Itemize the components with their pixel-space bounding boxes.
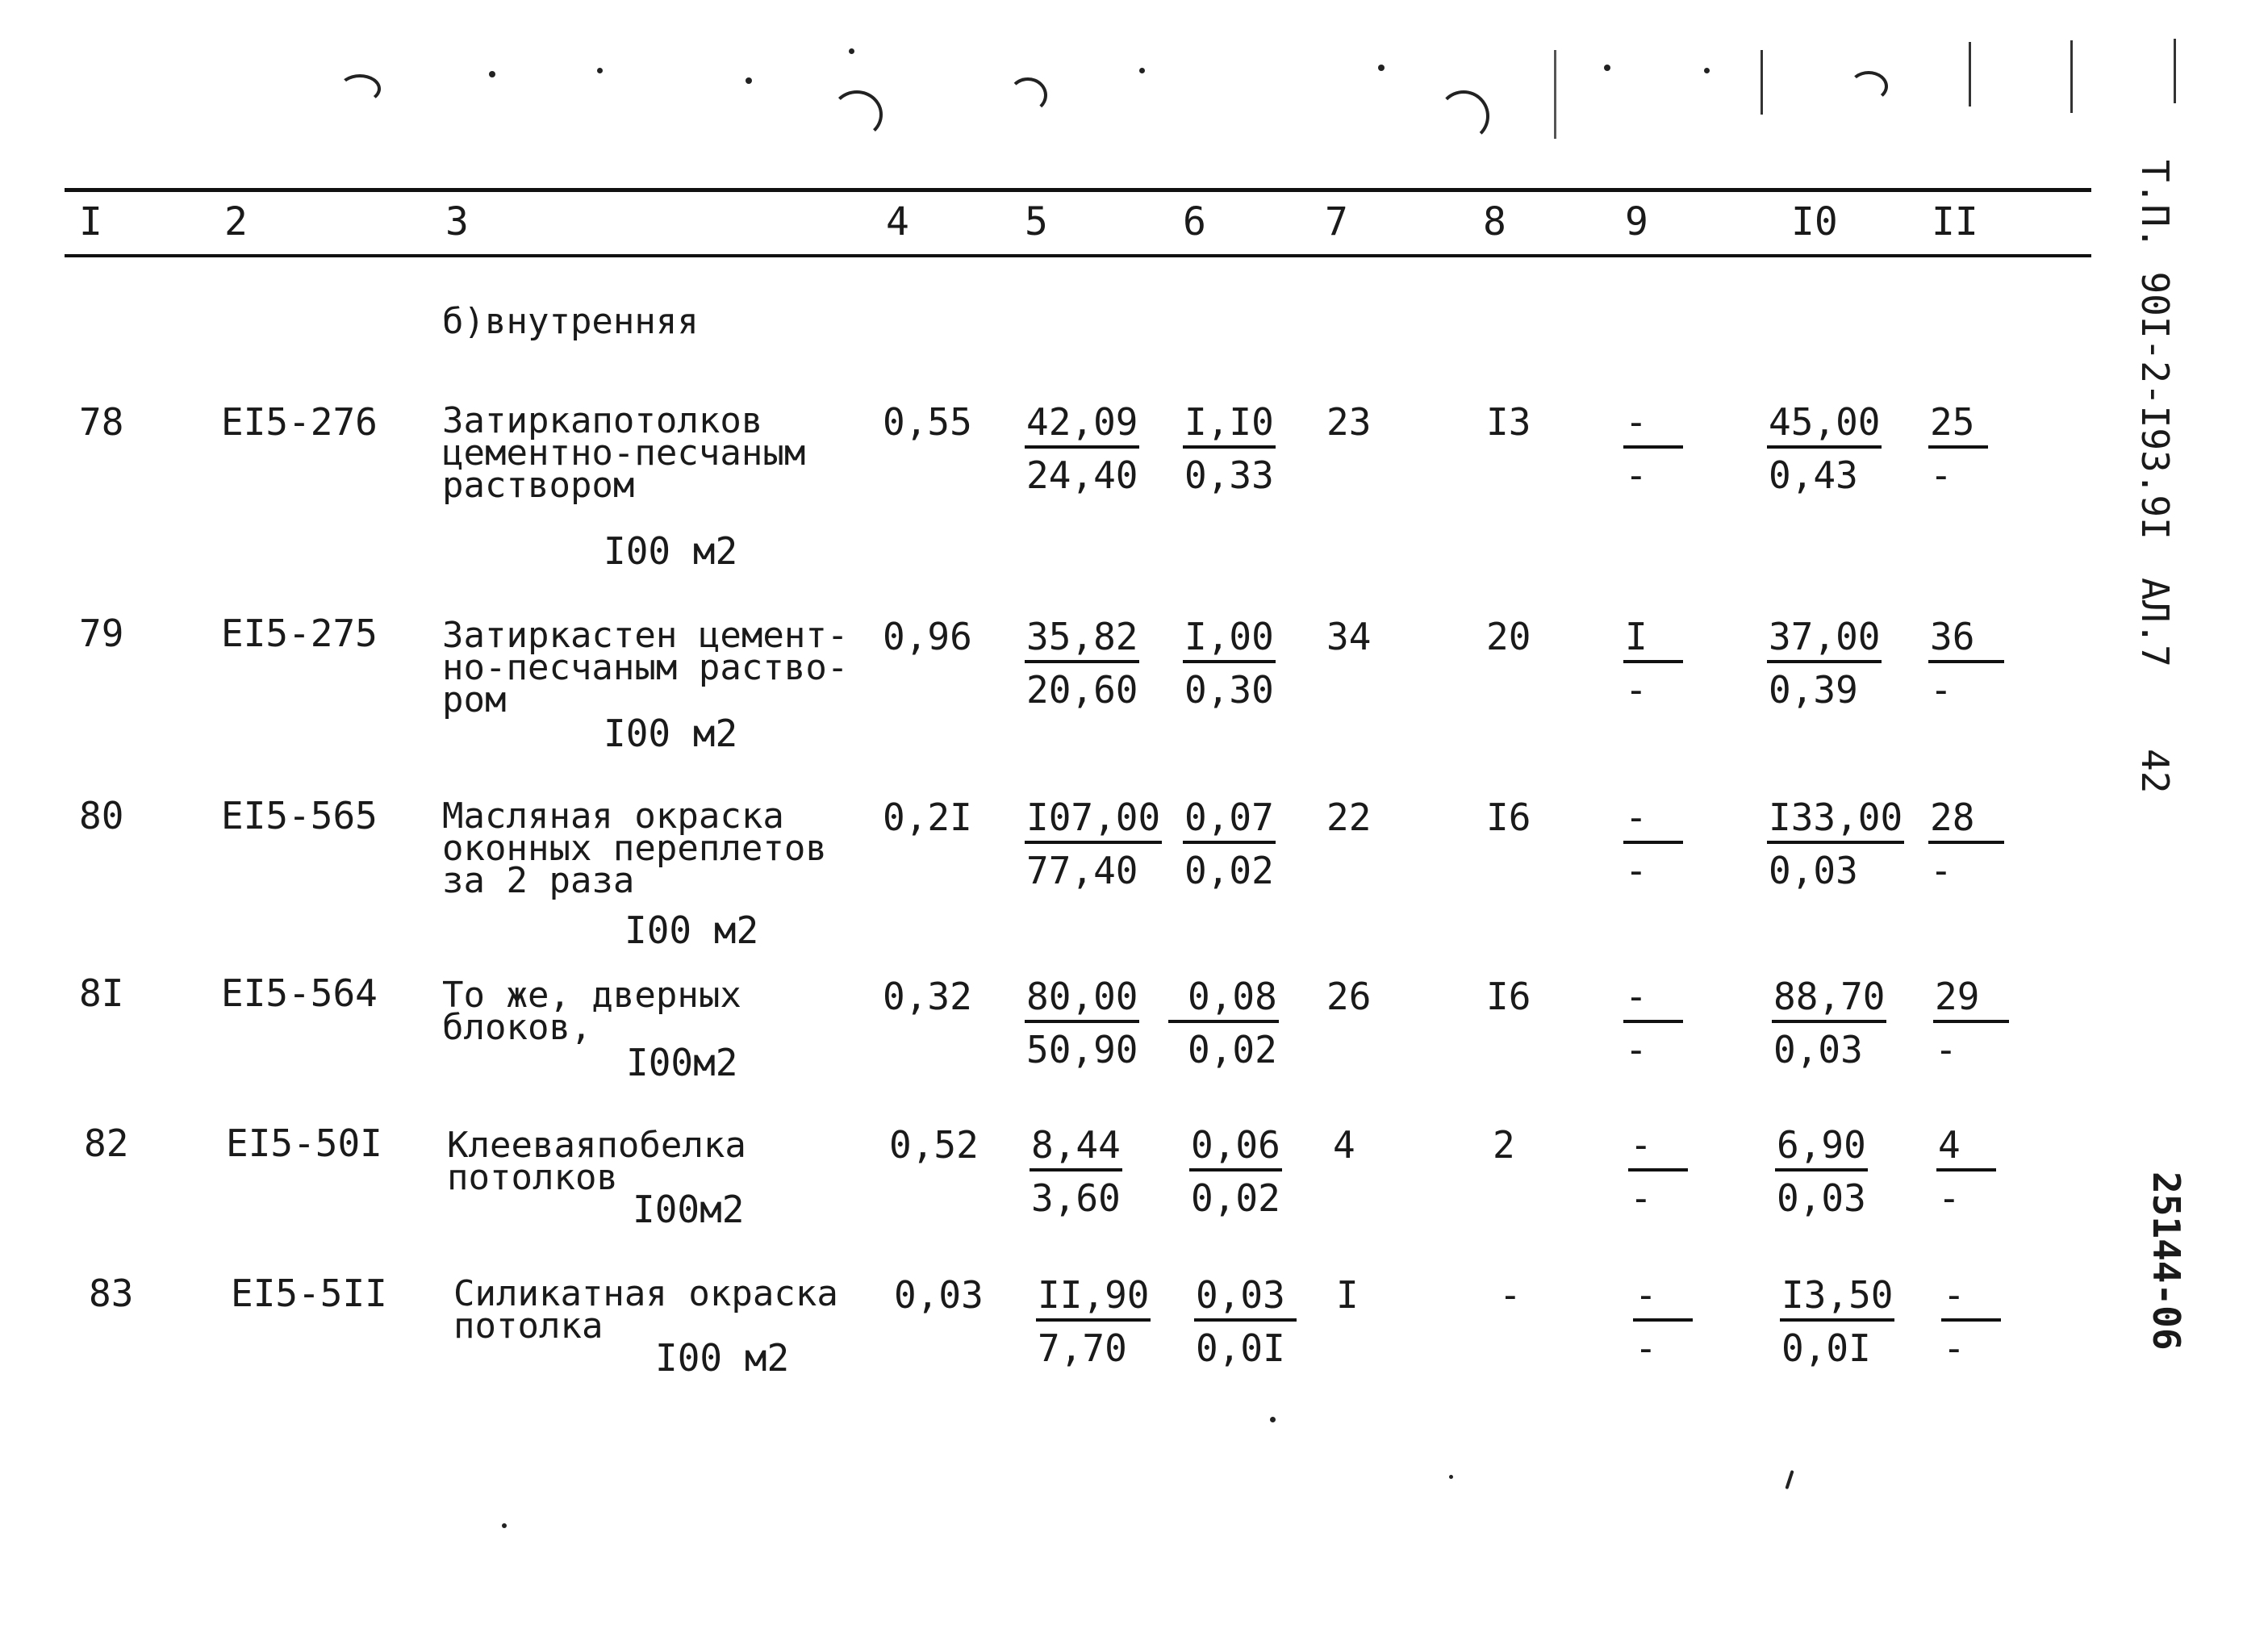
col6-denominator: 0,0I: [1196, 1326, 1285, 1370]
row-col6: [1183, 796, 1276, 892]
col6-denominator: 0,33: [1184, 453, 1274, 497]
row-col11: [1928, 400, 1988, 497]
col11-numerator: 29: [1933, 978, 2009, 1023]
col5-denominator: 24,40: [1026, 453, 1138, 497]
col9-denominator: -: [1625, 668, 1648, 712]
col11-denominator: -: [1935, 1028, 1957, 1071]
col11-denominator: -: [1930, 849, 1953, 892]
scan-mark: [1438, 90, 1489, 142]
row-col7: I: [1336, 1273, 1359, 1317]
row-col4: 0,52: [889, 1123, 979, 1167]
scan-speck: [502, 1523, 507, 1528]
col11-denominator: -: [1930, 668, 1953, 712]
header-col-11: II: [1932, 199, 1978, 244]
row-col5: [1025, 615, 1139, 712]
col9-denominator: -: [1625, 453, 1648, 497]
col9-denominator: -: [1625, 1028, 1648, 1071]
row-col5: [1025, 975, 1139, 1071]
col9-denominator: -: [1635, 1326, 1657, 1370]
col6-numerator: 0,08: [1168, 978, 1279, 1023]
row-col9: [1623, 615, 1683, 712]
col10-numerator: I33,00: [1767, 799, 1904, 844]
col10-denominator: 0,03: [1769, 849, 1858, 892]
scan-speck: [746, 77, 752, 84]
col11-numerator: -: [1941, 1276, 2001, 1322]
row-col5: [1036, 1273, 1151, 1370]
col6-denominator: 0,30: [1184, 668, 1274, 712]
scan-speck: [1785, 1470, 1794, 1489]
row-number: 78: [79, 400, 124, 444]
row-description: Силикатная окраска потолка: [453, 1273, 838, 1347]
row-col7: 26: [1326, 975, 1372, 1018]
row-col4: 0,32: [883, 975, 972, 1018]
header-col-10: I0: [1791, 199, 1838, 244]
side-archive-code: 25144-06: [2145, 1172, 2188, 1351]
row-col7: 34: [1326, 615, 1372, 658]
row-description: Клееваяпобелка потолков: [447, 1125, 746, 1198]
col10-numerator: 6,90: [1775, 1126, 1868, 1172]
scan-speck: [1270, 1417, 1276, 1422]
row-col10: [1767, 615, 1882, 712]
row-col6: [1168, 975, 1279, 1071]
row-col6: [1189, 1123, 1282, 1220]
col5-numerator: 35,82: [1025, 618, 1139, 663]
col5-denominator: 50,90: [1026, 1028, 1138, 1071]
col11-denominator: -: [1943, 1326, 1965, 1370]
scan-speck: [849, 48, 854, 54]
row-number: 83: [89, 1272, 134, 1315]
header-col-3: 3: [445, 199, 469, 244]
scan-speck: [1139, 68, 1145, 73]
row-code: EI5-565: [221, 794, 378, 837]
row-unit: I00м2: [633, 1188, 745, 1231]
col6-denominator: 0,02: [1191, 1176, 1280, 1220]
row-col10: [1767, 400, 1882, 497]
row-col10: [1767, 796, 1904, 892]
col9-numerator: -: [1633, 1276, 1693, 1322]
col11-numerator: 25: [1928, 403, 1988, 449]
row-description: То же, дверных блоков,: [442, 975, 741, 1048]
col5-denominator: 77,40: [1026, 849, 1138, 892]
row-col8: -: [1499, 1273, 1522, 1317]
col5-numerator: 42,09: [1025, 403, 1139, 449]
table-top-rule: [65, 188, 2091, 192]
col10-denominator: 0,39: [1769, 668, 1858, 712]
col10-denominator: 0,03: [1773, 1028, 1863, 1071]
scan-mark: [831, 90, 883, 139]
scan-mark: [1009, 77, 1047, 113]
col9-denominator: -: [1630, 1176, 1652, 1220]
col5-numerator: 80,00: [1025, 978, 1139, 1023]
col6-denominator: 0,02: [1188, 1028, 1277, 1071]
scan-tick: [2174, 39, 2176, 103]
col11-numerator: 4: [1936, 1126, 1996, 1172]
col10-numerator: I3,50: [1780, 1276, 1894, 1322]
row-unit: I00 м2: [604, 712, 738, 755]
header-col-4: 4: [886, 199, 909, 244]
col11-numerator: 28: [1928, 799, 2004, 844]
row-unit: I00 м2: [604, 529, 738, 573]
col9-numerator: -: [1623, 799, 1683, 844]
row-col11: [1936, 1123, 1996, 1220]
side-doc-reference: Т.П. 90I-2-I93.9I: [2133, 160, 2177, 540]
row-col5: [1030, 1123, 1122, 1220]
row-col11: [1941, 1273, 2001, 1370]
header-col-5: 5: [1025, 199, 1048, 244]
row-col6: [1194, 1273, 1297, 1370]
scan-tick: [1969, 42, 1971, 106]
scan-speck: [1604, 65, 1610, 71]
scan-tick: [1554, 50, 1556, 139]
col5-denominator: 20,60: [1026, 668, 1138, 712]
row-description: Затиркастен цемент- но-песчаным раство- ром: [442, 615, 849, 720]
col6-numerator: 0,07: [1183, 799, 1276, 844]
row-number: 79: [79, 612, 124, 655]
col10-numerator: 88,70: [1772, 978, 1886, 1023]
row-col9: [1623, 400, 1683, 497]
col9-numerator: -: [1628, 1126, 1688, 1172]
header-col-7: 7: [1325, 199, 1348, 244]
row-col8: I6: [1486, 796, 1531, 839]
row-col4: 0,96: [883, 615, 972, 658]
row-col7: 22: [1326, 796, 1372, 839]
scan-mark: [1849, 71, 1888, 102]
col11-denominator: -: [1930, 453, 1953, 497]
row-col7: 4: [1333, 1123, 1355, 1167]
col10-denominator: 0,0I: [1781, 1326, 1871, 1370]
col5-numerator: I07,00: [1025, 799, 1162, 844]
col6-numerator: I,00: [1183, 618, 1276, 663]
row-code: EI5-275: [221, 612, 378, 655]
row-col8: I3: [1486, 400, 1531, 444]
header-col-6: 6: [1183, 199, 1206, 244]
col9-numerator: -: [1623, 403, 1683, 449]
row-code: EI5-50I: [226, 1121, 382, 1165]
row-col4: 0,55: [883, 400, 972, 444]
scan-speck: [597, 68, 603, 73]
col9-numerator: -: [1623, 978, 1683, 1023]
row-col8: 2: [1493, 1123, 1515, 1167]
row-code: EI5-276: [221, 400, 378, 444]
scan-tick: [2070, 40, 2073, 113]
side-album-label: АЛ.7: [2133, 578, 2177, 667]
col6-numerator: I,I0: [1183, 403, 1276, 449]
col6-denominator: 0,02: [1184, 849, 1274, 892]
col10-denominator: 0,43: [1769, 453, 1858, 497]
row-col4: 0,2I: [883, 796, 972, 839]
header-col-9: 9: [1625, 199, 1648, 244]
row-col7: 23: [1326, 400, 1372, 444]
scan-speck: [1704, 68, 1710, 73]
row-col5: [1025, 796, 1162, 892]
col9-denominator: -: [1625, 849, 1648, 892]
row-col6: [1183, 400, 1276, 497]
col9-numerator: I: [1623, 618, 1683, 663]
col5-denominator: 3,60: [1031, 1176, 1121, 1220]
row-description: Затиркапотолков цементно-песчаным раствором: [442, 400, 806, 506]
col11-numerator: 36: [1928, 618, 2004, 663]
row-col9: [1623, 796, 1683, 892]
header-col-2: 2: [224, 199, 248, 244]
col11-denominator: -: [1938, 1176, 1961, 1220]
scan-mark: [339, 74, 381, 103]
table-header-rule: [65, 254, 2091, 257]
col5-numerator: II,90: [1036, 1276, 1151, 1322]
scan-speck: [1378, 65, 1385, 71]
row-number: 8I: [79, 971, 124, 1015]
header-col-1: I: [79, 199, 102, 244]
row-number: 82: [84, 1121, 129, 1165]
col6-numerator: 0,06: [1189, 1126, 1282, 1172]
scan-speck: [1449, 1475, 1453, 1479]
col10-numerator: 37,00: [1767, 618, 1882, 663]
scan-speck: [489, 71, 495, 77]
row-description: Масляная окраска оконных переплетов за 2 раза: [442, 796, 827, 901]
section-title: б)внутренняя: [442, 301, 699, 342]
row-col10: [1772, 975, 1886, 1071]
col6-numerator: 0,03: [1194, 1276, 1297, 1322]
scan-tick: [1761, 50, 1763, 115]
row-col10: [1780, 1273, 1894, 1370]
row-col11: [1933, 975, 2009, 1071]
row-number: 80: [79, 794, 124, 837]
side-page-number: 42: [2133, 749, 2177, 794]
row-col10: [1775, 1123, 1868, 1220]
row-code: EI5-564: [221, 971, 378, 1015]
row-col9: [1623, 975, 1683, 1071]
col5-denominator: 7,70: [1038, 1326, 1127, 1370]
row-col4: 0,03: [894, 1273, 984, 1317]
col5-numerator: 8,44: [1030, 1126, 1122, 1172]
row-col9: [1633, 1273, 1693, 1370]
row-code: EI5-5II: [231, 1272, 387, 1315]
row-col11: [1928, 615, 2004, 712]
col10-numerator: 45,00: [1767, 403, 1882, 449]
row-col9: [1628, 1123, 1688, 1220]
row-unit: I00 м2: [624, 908, 759, 952]
header-col-8: 8: [1483, 199, 1506, 244]
col10-denominator: 0,03: [1777, 1176, 1866, 1220]
row-unit: I00м2: [626, 1041, 738, 1084]
row-col5: [1025, 400, 1139, 497]
row-col11: [1928, 796, 2004, 892]
row-unit: I00 м2: [655, 1336, 790, 1380]
row-col8: I6: [1486, 975, 1531, 1018]
row-col6: [1183, 615, 1276, 712]
row-col8: 20: [1486, 615, 1531, 658]
